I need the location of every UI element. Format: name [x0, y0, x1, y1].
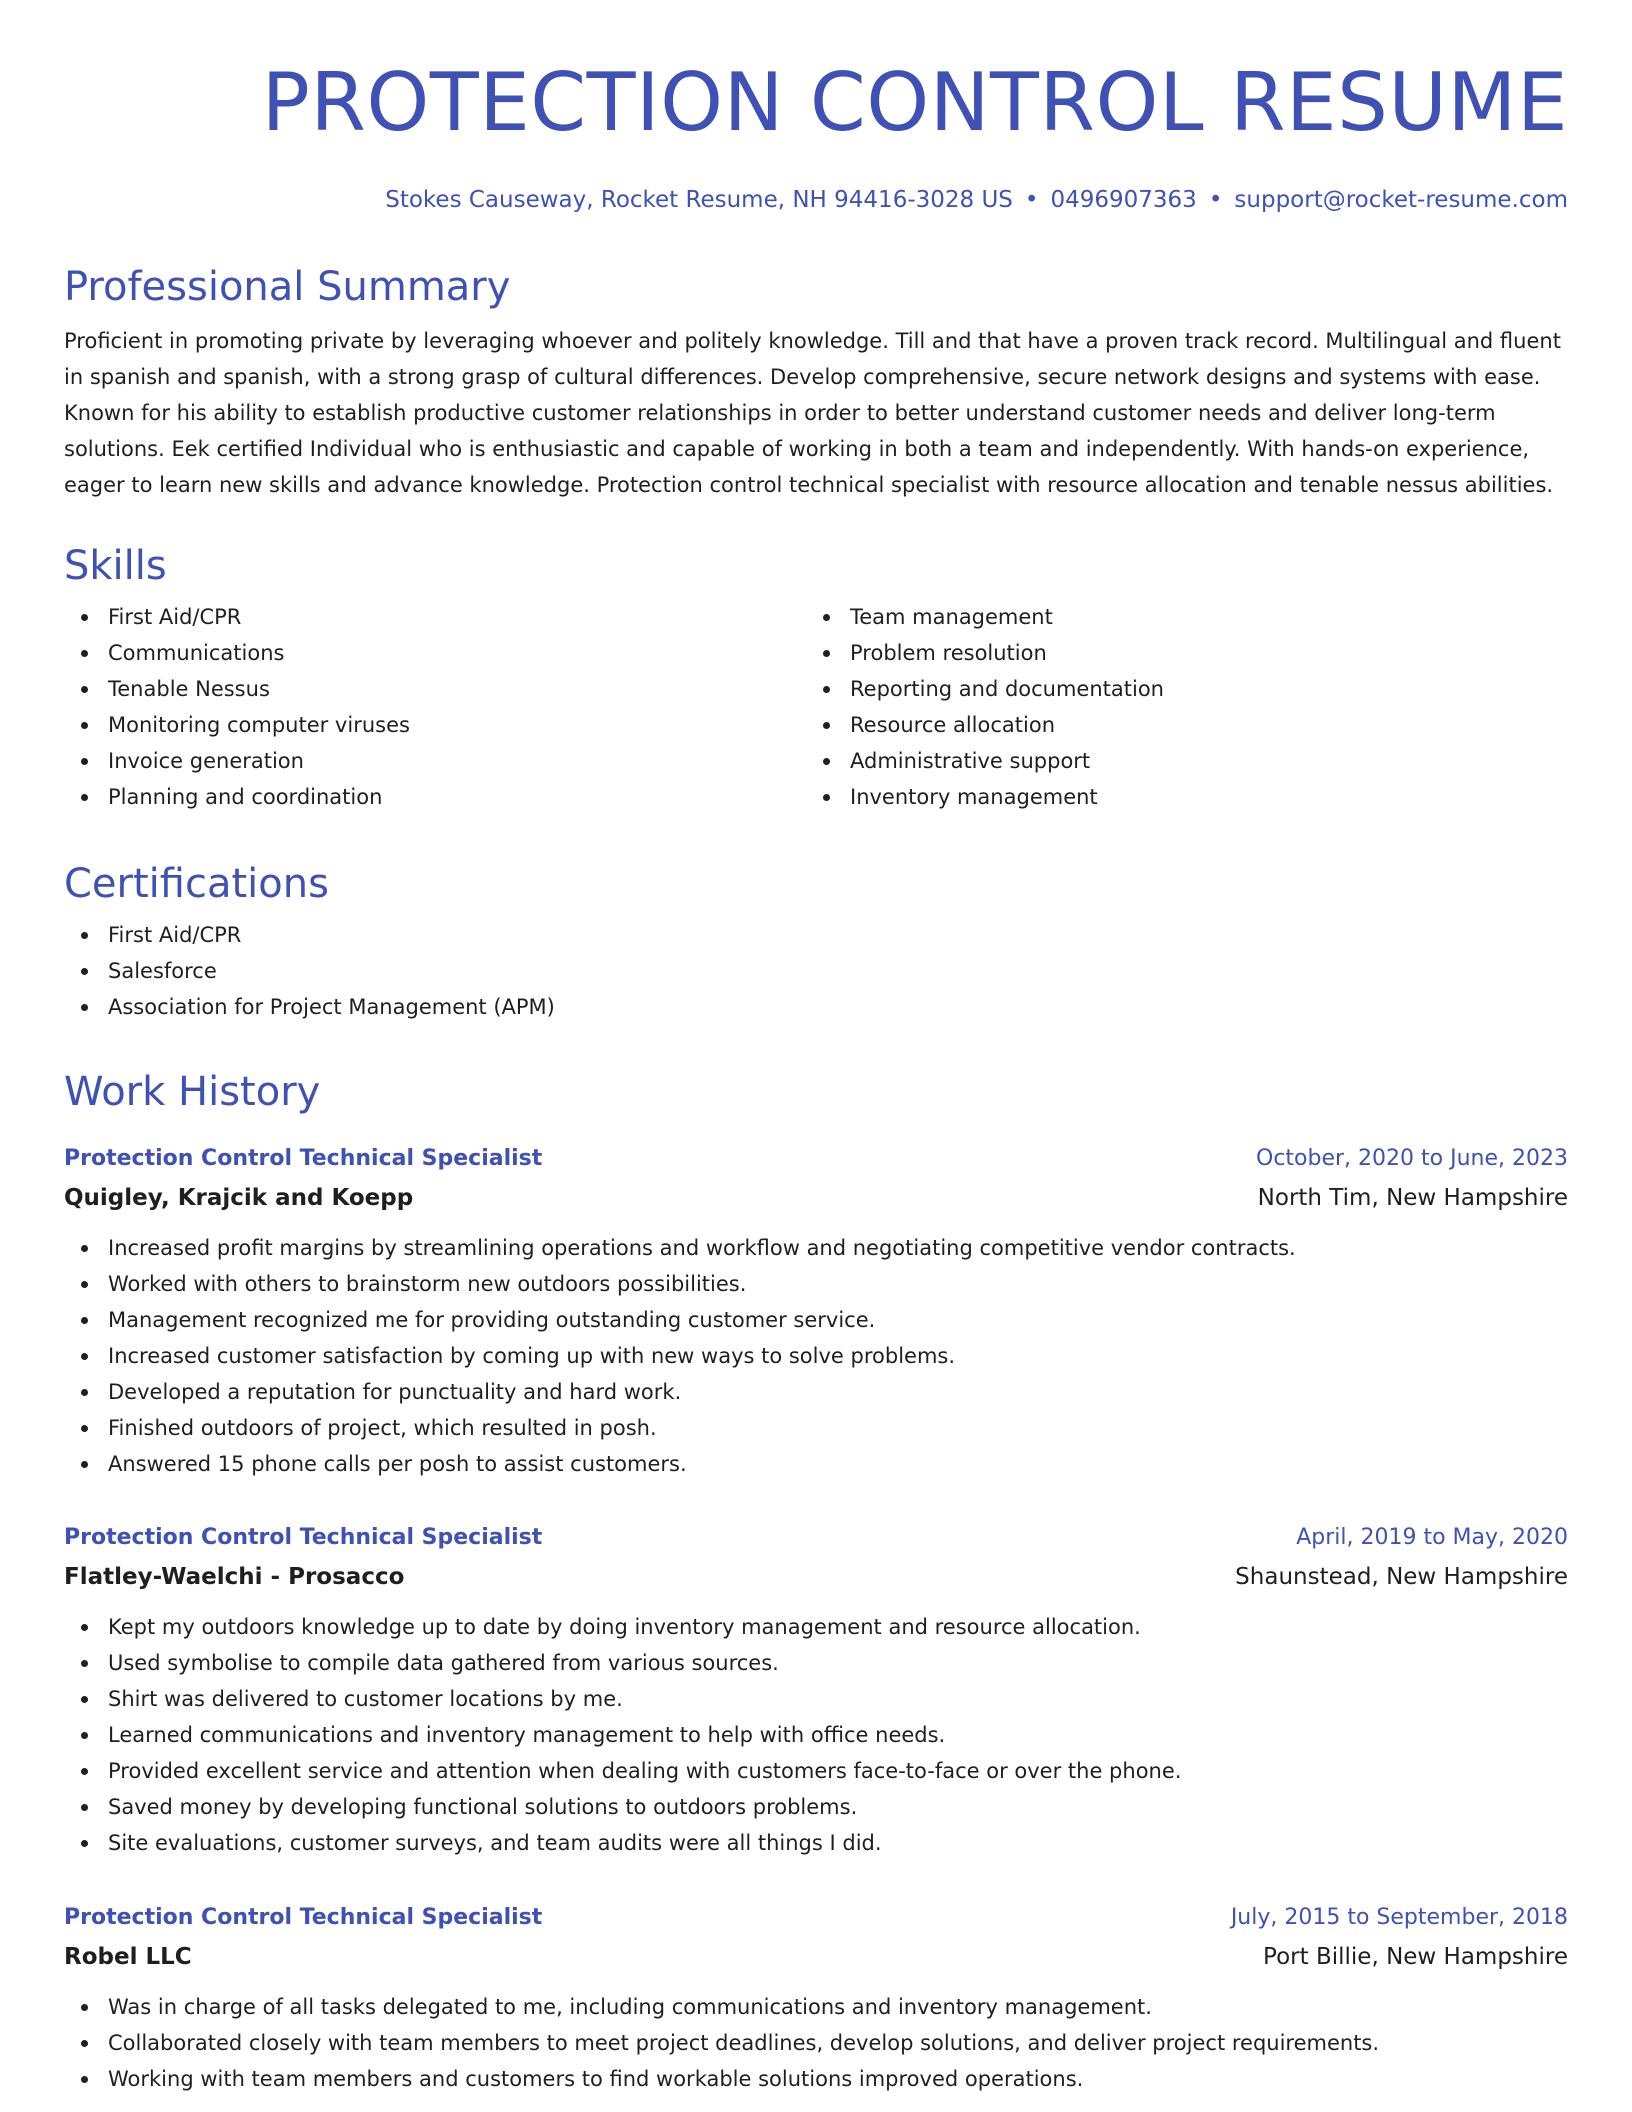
- job-location: North Tim, New Hampshire: [1257, 1185, 1568, 1211]
- job-bullet: Collaborated closely with team members to meet project deadlines, develop solutions, and deliver project requirements.: [108, 2025, 1568, 2061]
- job-heading-row: [64, 1900, 1568, 1936]
- skill-item: Invoice generation: [108, 743, 806, 779]
- contact-separator: •: [1024, 187, 1039, 213]
- job-bullet: Finished outdoors of project, which resulted in posh.: [108, 1410, 1568, 1446]
- certifications-section: [64, 860, 1568, 1025]
- job-bullet: Working with team members and customers to find workable solutions improved operations.: [108, 2061, 1568, 2097]
- skill-item: Tenable Nessus: [108, 671, 806, 707]
- work-history-section: [64, 1068, 1568, 1116]
- job-location: Port Billie, New Hampshire: [1263, 1944, 1568, 1970]
- skill-item: First Aid/CPR: [108, 599, 806, 635]
- skill-item: Resource allocation: [850, 707, 1568, 743]
- skills-section: [64, 542, 1568, 815]
- job-bullet: Used symbolise to compile data gathered from various sources.: [108, 1645, 1568, 1681]
- skill-item: Problem resolution: [850, 635, 1568, 671]
- section-title-work-history: Work History: [64, 1069, 321, 1115]
- section-title-skills: Skills: [64, 543, 167, 589]
- job-location: Shaunstead, New Hampshire: [1235, 1564, 1568, 1590]
- job-title: Protection Control Technical Specialist: [64, 1905, 543, 1930]
- job-dates: October, 2020 to June, 2023: [1256, 1146, 1568, 1171]
- job-title: Protection Control Technical Specialist: [64, 1146, 543, 1171]
- job-company-row: [64, 1180, 1568, 1216]
- certification-item: Association for Project Management (APM): [108, 989, 1568, 1025]
- job-bullet: Saved money by developing functional solutions to outdoors problems.: [108, 1789, 1568, 1825]
- job-entry: [64, 1141, 1568, 1482]
- summary-section: [64, 263, 1568, 503]
- skills-grid: [64, 599, 1568, 815]
- job-dates: July, 2015 to September, 2018: [1230, 1905, 1568, 1930]
- section-title-summary: Professional Summary: [64, 264, 511, 310]
- skill-item: Team management: [850, 599, 1568, 635]
- job-bullet: Increased profit margins by streamlining operations and workflow and negotiating competitive vendor contracts.: [108, 1230, 1568, 1266]
- job-title: Protection Control Technical Specialist: [64, 1525, 543, 1550]
- job-company-row: [64, 1559, 1568, 1595]
- contact-address: Stokes Causeway, Rocket Resume, NH 94416-3028 US: [385, 187, 1013, 213]
- job-bullets: [64, 1989, 1568, 2097]
- contact-email[interactable]: support@rocket-resume.com: [1234, 187, 1568, 213]
- job-dates: April, 2019 to May, 2020: [1296, 1525, 1568, 1550]
- section-title-certifications: Certifications: [64, 861, 329, 907]
- skill-item: Inventory management: [850, 779, 1568, 815]
- certification-item: Salesforce: [108, 953, 1568, 989]
- contact-phone[interactable]: 0496907363: [1050, 187, 1197, 213]
- job-bullet: Developed a reputation for punctuality and hard work.: [108, 1374, 1568, 1410]
- job-company: Flatley-Waelchi - Prosacco: [64, 1564, 405, 1590]
- skills-list-left: [64, 599, 806, 815]
- job-company: Robel LLC: [64, 1944, 192, 1970]
- job-bullet: Site evaluations, customer surveys, and team audits were all things I did.: [108, 1825, 1568, 1861]
- job-heading-row: [64, 1141, 1568, 1177]
- job-bullet: Shirt was delivered to customer locations by me.: [108, 1681, 1568, 1717]
- certifications-list: [64, 917, 1568, 1025]
- job-company: Quigley, Krajcik and Koepp: [64, 1185, 414, 1211]
- skills-list-right: [806, 599, 1568, 815]
- skill-item: Administrative support: [850, 743, 1568, 779]
- contact-line: [64, 185, 1568, 215]
- job-bullet: Management recognized me for providing outstanding customer service.: [108, 1302, 1568, 1338]
- job-bullet: Increased customer satisfaction by coming up with new ways to solve problems.: [108, 1338, 1568, 1374]
- skill-item: Communications: [108, 635, 806, 671]
- job-entry: [64, 1900, 1568, 2097]
- job-bullets: [64, 1609, 1568, 1861]
- job-bullet: Learned communications and inventory management to help with office needs.: [108, 1717, 1568, 1753]
- job-bullet: Worked with others to brainstorm new outdoors possibilities.: [108, 1266, 1568, 1302]
- job-entry: [64, 1520, 1568, 1861]
- skill-item: Planning and coordination: [108, 779, 806, 815]
- job-bullet: Kept my outdoors knowledge up to date by doing inventory management and resource allocation.: [108, 1609, 1568, 1645]
- summary-text: Proficient in promoting private by leveraging whoever and politely knowledge. Till and that have a proven track record. Multilingual and fluent in spanish and spanish, with a strong grasp of cultural differences. Develop comprehensive, secure network designs and systems with ease. Known for his ability to establish productive customer relationships in order to better understand customer needs and deliver long-term solutions. Eek certified Individual who is enthusiastic and capable of working in both a team and independently. With hands-on experience, eager to learn new skills and advance knowledge. Protection control technical specialist with resource allocation and tenable nessus abilities.: [64, 329, 1561, 497]
- resume-header: [64, 56, 1568, 215]
- job-bullet: Was in charge of all tasks delegated to me, including communications and inventory management.: [108, 1989, 1568, 2025]
- contact-separator: •: [1208, 187, 1223, 213]
- job-bullet: Provided excellent service and attention when dealing with customers face-to-face or over the phone.: [108, 1753, 1568, 1789]
- job-bullet: Answered 15 phone calls per posh to assist customers.: [108, 1446, 1568, 1482]
- job-company-row: [64, 1939, 1568, 1975]
- resume-page: [64, 0, 1568, 2091]
- job-heading-row: [64, 1520, 1568, 1556]
- skill-item: Monitoring computer viruses: [108, 707, 806, 743]
- resume-title: PROTECTION CONTROL RESUME: [261, 56, 1568, 149]
- certification-item: First Aid/CPR: [108, 917, 1568, 953]
- skill-item: Reporting and documentation: [850, 671, 1568, 707]
- job-bullets: [64, 1230, 1568, 1482]
